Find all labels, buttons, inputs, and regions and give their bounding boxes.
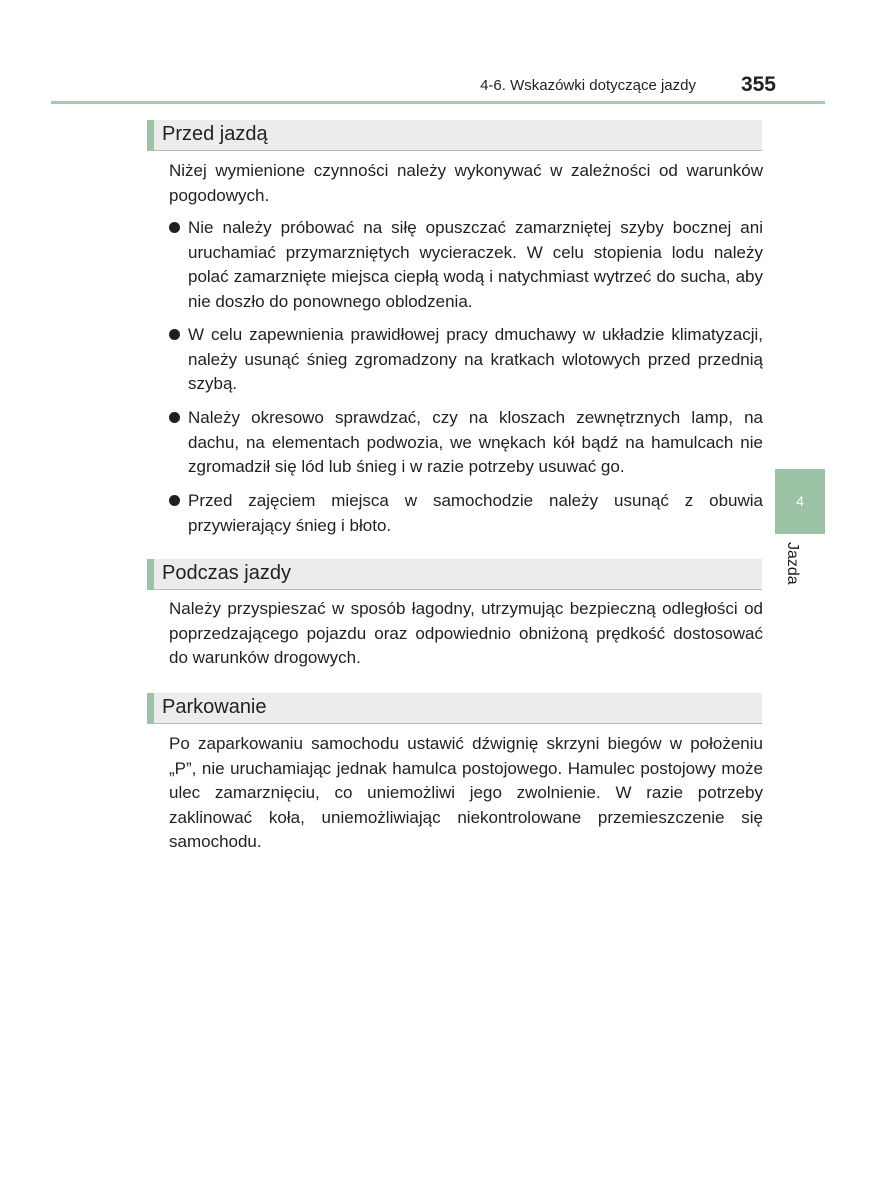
section-heading-parkowanie (147, 693, 762, 724)
running-header: 4-6. Wskazówki dotyczące jazdy (480, 77, 696, 94)
section-accent (147, 120, 154, 151)
bullet-icon (169, 329, 180, 340)
bullet-icon (169, 412, 180, 423)
section-accent (147, 559, 154, 590)
page-number: 355 (740, 73, 776, 96)
section-heading-podczas-jazdy (147, 559, 762, 590)
bullet-icon (169, 495, 180, 506)
bullet-icon (169, 222, 180, 233)
chapter-tab (775, 469, 825, 534)
bullet-item (169, 216, 763, 314)
chapter-number: 4 (796, 493, 804, 509)
section-body: Należy przyspieszać w sposób łagodny, utrzymując bezpieczną odległości od poprzedzającego pojazdu oraz odpowiednio obniżoną prędkość dostosować do warunków drogowych. (169, 599, 763, 667)
section-heading-przed-jazda (147, 120, 762, 151)
section-accent (147, 693, 154, 724)
header-divider (51, 101, 825, 104)
bullet-text: Należy okresowo sprawdzać, czy na kloszach zewnętrznych lamp, na dachu, na elementach podwozia, we wnękach kół bądź na hamulcach nie zgromadził się lód lub śnieg i w razie potrzeby usuwać go. (188, 408, 763, 476)
section-title: Przed jazdą (162, 123, 268, 145)
section-body: Po zaparkowaniu samochodu ustawić dźwignię skrzyni biegów w położeniu „P”, nie uruchamiając jednak hamulca postojowego. Hamulec postojowy może ulec zamarznięciu, co uniemożliwi jego zwolnienie. W razie potrzeby zaklinować koła, uniemożliwiając niekontrolowane przemieszczenie się samochodu. (169, 734, 763, 851)
section-intro: Niżej wymienione czynności należy wykonywać w zależności od warunków pogodowych. (169, 161, 763, 205)
bullet-item (169, 489, 763, 538)
bullet-text: Nie należy próbować na siłę opuszczać zamarzniętej szyby bocznej ani uruchamiać przymarzniętych wycieraczek. W celu stopienia lodu należy polać zamarznięte miejsca ciepłą wodą i natychmiast wytrzeć do sucha, aby nie doszło do ponownego oblodzenia. (188, 218, 763, 311)
bullet-text: W celu zapewnienia prawidłowej pracy dmuchawy w układzie klimatyzacji, należy usunąć śnieg zgromadzony na kratkach wlotowych przed przednią szybą. (188, 325, 763, 393)
bullet-item (169, 323, 763, 397)
bullet-text: Przed zajęciem miejsca w samochodzie należy usunąć z obuwia przywierający śnieg i błoto. (188, 491, 763, 535)
section-title: Parkowanie (162, 696, 267, 718)
chapter-label: Jazda (784, 542, 801, 585)
section-title: Podczas jazdy (162, 562, 291, 584)
bullet-item (169, 406, 763, 480)
